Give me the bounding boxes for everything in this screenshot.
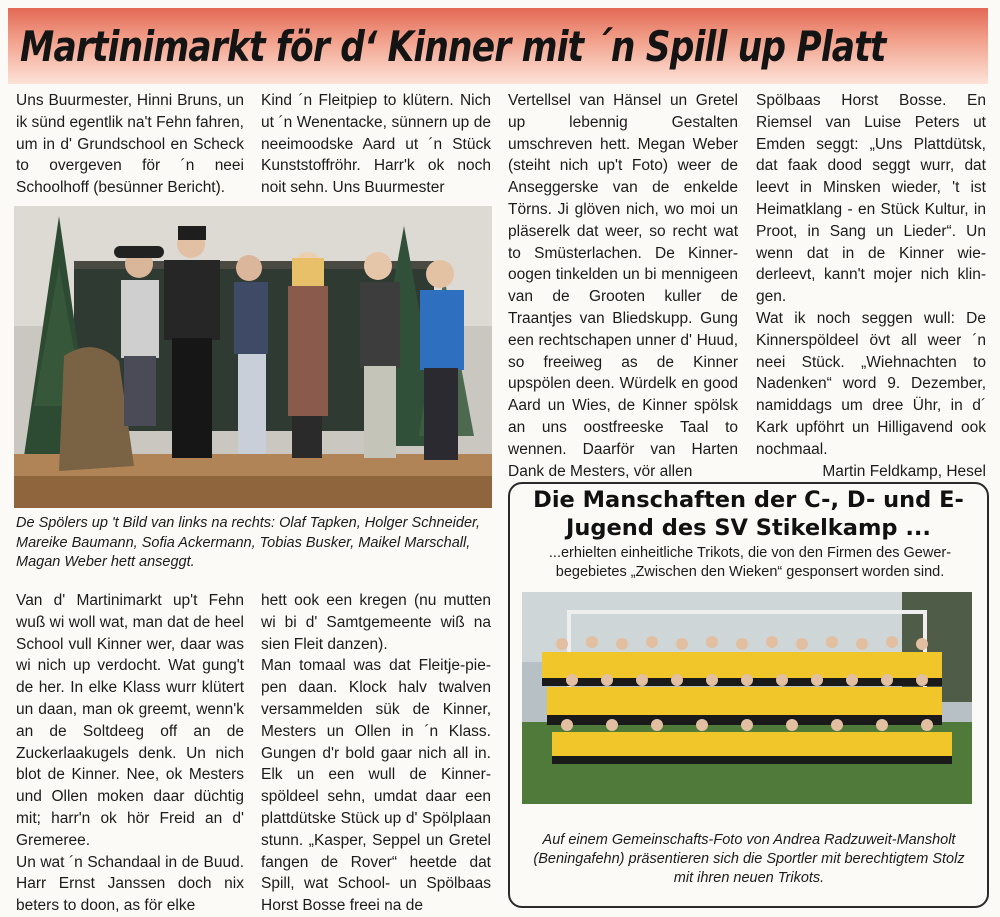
photo-1-caption: De Spölers up 't Bild van links na rechts: Olaf Tapken, Holger Schneider, Mareike Baumann, Sofia Ackermann, Tobias Busker, Maikel Marschall, Magan Weber hett anseggt. xyxy=(16,515,481,571)
box-photo-caption: Auf einem Gemeinschafts-Foto von Andrea Radzuweit-Mansholt (Beningafehn) präsentieren sich die Sportler mit berechtigtem Stolz mit ihren neuen Trikots. xyxy=(533,832,965,887)
box-subtitle: ...erhielten einheitliche Trikots, die von den Firmen des Gewerbegebietes „Zwischen den Wieken“ gesponsert worden sind. xyxy=(548,545,952,580)
paragraph: Kind ´n Fleitpiep to klütern. Nich ut ´n Wenentacke, sünnern up de neeimoodske Aard ut ´n Stück Kunststoffröhr. Harr'k ok noch noit sehn. Uns Buurmester xyxy=(261,92,491,197)
photo-football-team xyxy=(522,592,972,804)
stage-photo-image xyxy=(14,206,492,508)
column-2-top xyxy=(261,90,491,199)
column-3 xyxy=(508,90,738,482)
column-4 xyxy=(756,90,986,482)
paragraph: hett ook een kregen (nu mutten wi bi d' Samtgemeente wiß na sien Fleit danzen). xyxy=(261,592,491,653)
paragraph: Un wat ´n Schandaal in de Buud. Harr Ernst Janssen doch nix beters to doon, as för elke xyxy=(16,853,244,915)
paragraph: Wat ik noch seggen wull: De Kinnerspöldeel övt all weer ´n neei Stück. „Wiehnachten to Nadenken“ word 9. Dezember, namiddags um dree Ühr, in d´ Kark upföhrt un Hilligavend ook nochmaal. xyxy=(756,309,986,458)
box-title: Die Manschaften der C-, D- und E-Jugend des SV Stikelkamp ... xyxy=(533,487,964,541)
team-box xyxy=(508,482,989,908)
headline: Martinimarkt för d‘ Kinner mit ´n Spill up Platt xyxy=(20,22,886,71)
paragraph: Spölbaas Horst Bosse. En Riemsel van Luise Peters ut Emden seggt: „Uns Plattdütsk, dat faak dood seggt wurr, dat leevt in Minsken wieder, 't ist Heimatklang - en Stück Kultur, in Proot, in Sang un Lieder“. Un wenn dat in de Kinner wiederleevt, kann't mojer nich klingen. xyxy=(756,92,986,306)
photo-children-stage xyxy=(14,206,492,508)
paragraph: Man tomaal was dat Fleitje-piepen daan. Klock halv twalven versammelden sük de Kinner, Mesters un Ollen in ´n Klass. Gungen d'r bold gaar nich all in. Elk un een wull de Kinnerspöldeel sehn, umdat daar een plattdütske Stück up d' Spölplaan stunn. „Kasper, Seppel un Gretel fangen de Rover“ heetde dat Spill, wat School- un Spölbaas Horst Bosse freei na de xyxy=(261,657,491,915)
author-signature: Martin Feldkamp, Hesel xyxy=(822,462,986,480)
column-1-bottom xyxy=(16,590,244,917)
column-1-top xyxy=(16,90,244,199)
paragraph: Van d' Martinimarkt up't Fehn wuß wi woll wat, man dat de heel School vull Kinner wer, daar was wi nich up verdocht. Wat gung't de her. In elke Klass wurr klütert un daan, man ok greemt, wenn'k an de Soltdeeg off an de Zuckerlaakugels denk. Un nich blot de Kinner. Nee, ok Mesters und Ollen moken daar düchtig mit; harr'n ok hör Freid an d' Gremeree. xyxy=(16,592,244,849)
paragraph: Vertellsel van Hänsel un Gretel up lebennig Gestalten umschreven hett. Megan Weber (steiht nich up't Foto) weer de Anseggerske van de enkelde Törns. Ji glöven nich, wo moi un pläserelk dat weer, so recht wat to Smüsterlachen. De Kinneroogen tinkelden un bi mennigeen van de Grooten kuller de Traantjes van Bliedskupp. Gung een rechtschapen unner d' Huud, so freeiweg as de Kinner upspölen deen. Würdelk en good Aard un Wies, de Kinner spölsk an uns oostfreeske Taal to wennen. Daarför van Harten Dank de Mesters, vör allen xyxy=(508,92,738,480)
paragraph: Uns Buurmester, Hinni Bruns, un ik sünd egentlik na't Fehn fahren, um in d' Grundschool en Scheck to overgeven för ´n neei Schoolhoff (besünner Bericht). xyxy=(16,92,244,197)
column-2-bottom xyxy=(261,590,491,917)
team-photo-image xyxy=(522,592,972,804)
